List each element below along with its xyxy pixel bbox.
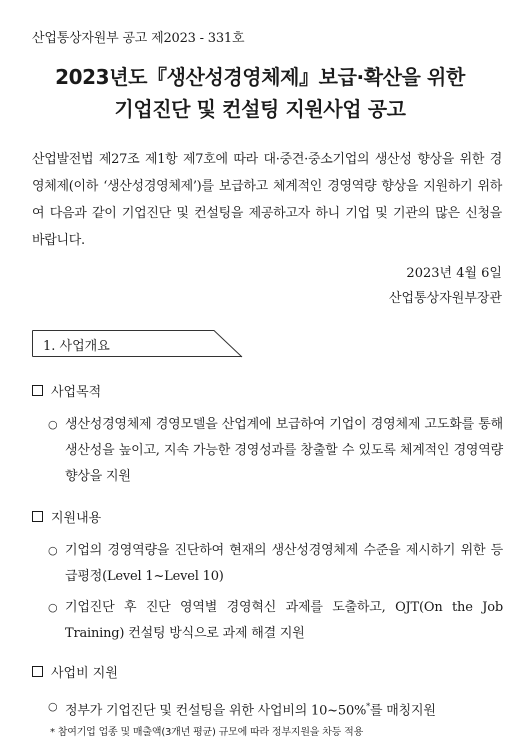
list-item-text xyxy=(65,694,503,724)
purpose-heading-text: 사업목적 xyxy=(51,385,102,400)
list-item xyxy=(48,538,503,590)
notice-number: 산업통상자원부 공고 제2023 - 331호 xyxy=(32,31,245,46)
section-tab-overview xyxy=(32,330,242,356)
footnote-mark: * xyxy=(366,702,370,711)
list-item xyxy=(48,694,503,724)
content-heading-text: 지원내용 xyxy=(51,511,102,526)
square-icon xyxy=(32,511,43,522)
funding-footnote: * 참여기업 업종 및 매출액(3개년 평균) 규모에 따라 정부지원을 차등 적용 xyxy=(50,727,364,738)
funding-heading xyxy=(32,662,118,681)
page-title-line1: 2023년도『생산성경영체제』보급·확산을 위한 xyxy=(55,65,465,89)
circle-bullet-icon: ○ xyxy=(48,700,58,713)
circle-bullet-icon: ○ xyxy=(48,601,58,614)
section-label: 1. 사업개요 xyxy=(43,339,110,354)
list-item-text: 생산성경영체제 경영모델을 산업계에 보급하여 기업이 경영체제 고도화를 통해 생산성을 높이고, 지속 가능한 경영성과를 창출할 수 있도록 체계적인 경영역량 향상을 지원 xyxy=(65,417,503,484)
circle-bullet-icon: ○ xyxy=(48,418,58,431)
list-item xyxy=(48,595,503,647)
funding-text: 정부가 기업진단 및 컨설팅을 위한 사업비의 10~50% xyxy=(65,703,367,719)
signer: 산업통상자원부장관 xyxy=(388,291,502,306)
announcement-date: 2023년 4월 6일 xyxy=(406,266,502,281)
list-item-text: 기업의 경영역량을 진단하여 현재의 생산성경영체제 수준을 제시하기 위한 등급평정(Level 1~Level 10) xyxy=(65,543,503,584)
square-icon xyxy=(32,666,43,677)
circle-bullet-icon: ○ xyxy=(48,544,58,557)
purpose-heading xyxy=(32,381,101,400)
list-item xyxy=(48,412,503,490)
funding-text-suffix: 를 매칭지원 xyxy=(369,703,436,719)
list-item-text: 기업진단 후 진단 영역별 경영혁신 과제를 도출하고, OJT(On the Job Training) 컨설팅 방식으로 과제 해결 지원 xyxy=(65,600,503,641)
intro-paragraph: 산업발전법 제27조 제1항 제7호에 따라 대·중견·중소기업의 생산성 향상을 위한 경영체제(이하 ‘생산성경영체제’)를 보급하고 체계적인 경영역량 향상을 지원하기 위하여 다음과 같이 기업진단 및 컨설팅을 제공하고자 하니 기업 및 기관의 많은 신청을 바랍니다. xyxy=(32,152,502,248)
content-heading xyxy=(32,507,101,526)
square-icon xyxy=(32,385,43,396)
funding-heading-text: 사업비 지원 xyxy=(51,666,118,681)
page-title-line2: 기업진단 및 컨설팅 지원사업 공고 xyxy=(114,97,406,121)
